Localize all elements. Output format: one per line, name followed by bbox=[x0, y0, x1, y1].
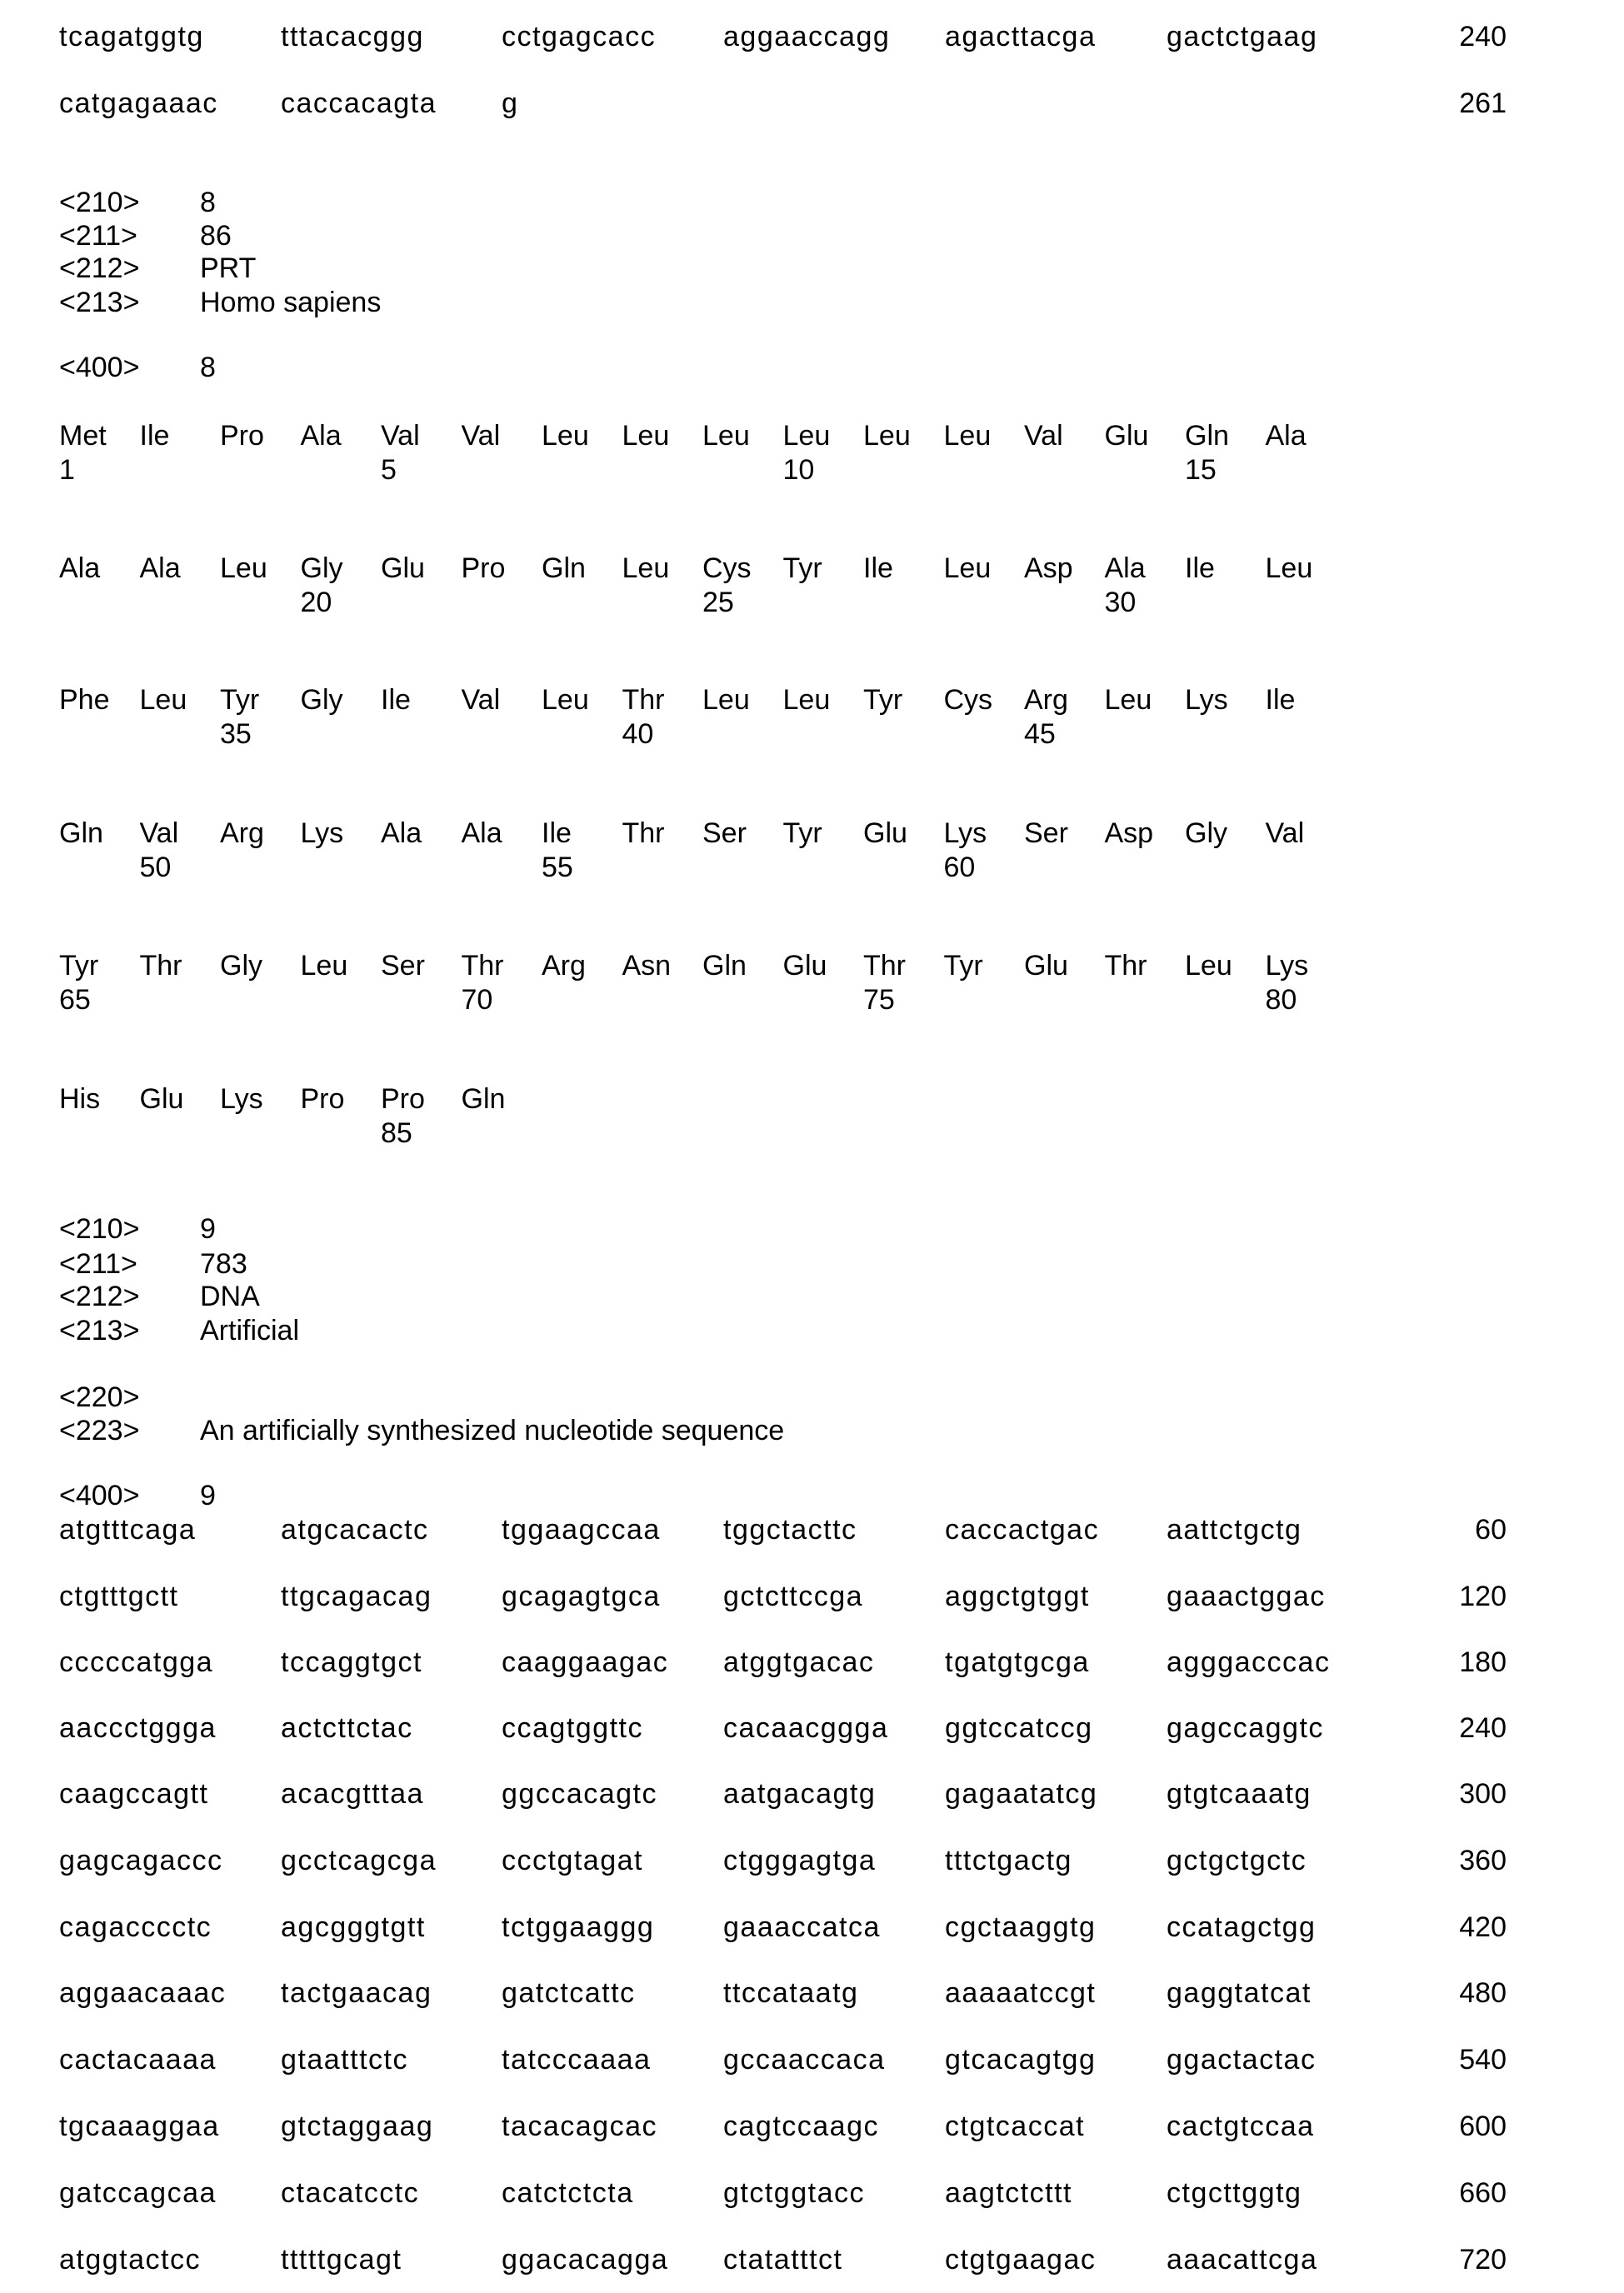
seq9-header-value: Artificial bbox=[200, 1315, 300, 1346]
dna-row-group: ctacatcctc bbox=[281, 2177, 420, 2209]
dna-row-group: aaccctggga bbox=[59, 1712, 217, 1744]
amino-acid: Ser bbox=[381, 950, 425, 982]
dna-row-group: gccaaccaca bbox=[723, 2044, 886, 2076]
amino-acid: Ser bbox=[702, 817, 747, 849]
amino-acid: Tyr bbox=[59, 950, 99, 982]
dna-row-group: cccccatgga bbox=[59, 1646, 214, 1678]
residue-number: 55 bbox=[542, 852, 573, 883]
dna-row-position: 240 bbox=[1459, 21, 1507, 52]
dna-row-group: gaaaccatca bbox=[723, 1911, 881, 1943]
amino-acid: Gln bbox=[59, 817, 103, 849]
amino-acid: Asp bbox=[1104, 817, 1154, 849]
amino-acid: Gly bbox=[300, 684, 343, 716]
dna-row-group: ctgtttgctt bbox=[59, 1581, 179, 1612]
amino-acid: Leu bbox=[300, 950, 348, 982]
dna-row-group: ccctgtagat bbox=[502, 1845, 643, 1876]
seq9-header-tag: <211> bbox=[59, 1248, 137, 1280]
amino-acid: Glu bbox=[1104, 420, 1149, 452]
amino-acid: Ala bbox=[139, 552, 181, 584]
seq9-header-value: 9 bbox=[200, 1213, 216, 1245]
amino-acid: Tyr bbox=[863, 684, 903, 716]
dna-row-group: caccacagta bbox=[281, 87, 437, 119]
dna-row-group: ggacacagga bbox=[502, 2244, 669, 2276]
dna-row-group: tactgaacag bbox=[281, 1977, 432, 2009]
dna-row-position: 261 bbox=[1459, 87, 1507, 119]
amino-acid: Met bbox=[59, 420, 107, 452]
amino-acid: Glu bbox=[863, 817, 907, 849]
residue-number: 50 bbox=[139, 852, 172, 883]
amino-acid: Val bbox=[381, 420, 420, 452]
dna-row-group: gcctcagcga bbox=[281, 1845, 437, 1876]
seq9-header-value: 783 bbox=[200, 1248, 247, 1280]
amino-acid: Ile bbox=[139, 420, 170, 452]
dna-row-group: g bbox=[502, 87, 519, 119]
dna-row-group: tggctacttc bbox=[723, 1514, 857, 1546]
dna-row-group: catctctcta bbox=[502, 2177, 634, 2209]
dna-row-group: caccactgac bbox=[945, 1514, 1100, 1546]
seq8-header-value: 86 bbox=[200, 220, 232, 252]
amino-acid: Leu bbox=[943, 420, 992, 452]
dna-row-group: atgcacactc bbox=[281, 1514, 429, 1546]
amino-acid: Glu bbox=[139, 1083, 184, 1115]
amino-acid: Val bbox=[1024, 420, 1063, 452]
amino-acid: Lys bbox=[220, 1083, 263, 1115]
dna-row-group: gcagagtgca bbox=[502, 1581, 661, 1612]
dna-row-group: gtctaggaag bbox=[281, 2111, 434, 2142]
dna-row-group: atgtttcaga bbox=[59, 1514, 197, 1546]
dna-row-group: tttacacggg bbox=[281, 21, 424, 52]
dna-row-group: tccaggtgct bbox=[281, 1646, 422, 1678]
residue-number: 80 bbox=[1265, 984, 1297, 1016]
amino-acid: Leu bbox=[542, 420, 589, 452]
seq9-header-tag: <212> bbox=[59, 1281, 140, 1312]
dna-row-group: atggtgacac bbox=[723, 1646, 875, 1678]
amino-acid: Ile bbox=[1265, 684, 1296, 716]
seq8-sequence-tag-tag: <400> bbox=[59, 352, 140, 383]
dna-row-group: ttgcagacag bbox=[281, 1581, 432, 1612]
dna-row-group: ccatagctgg bbox=[1167, 1911, 1317, 1943]
dna-row-group: gatctcattc bbox=[502, 1977, 636, 2009]
amino-acid: Ile bbox=[1185, 552, 1215, 584]
amino-acid: Leu bbox=[782, 684, 831, 716]
amino-acid: Gly bbox=[1185, 817, 1227, 849]
amino-acid: Thr bbox=[461, 950, 504, 982]
amino-acid: Asn bbox=[622, 950, 672, 982]
dna-row-group: ggccacagtc bbox=[502, 1778, 657, 1810]
dna-row-group: cagtccaagc bbox=[723, 2111, 879, 2142]
amino-acid: Lys bbox=[1265, 950, 1309, 982]
dna-row-position: 660 bbox=[1459, 2177, 1507, 2209]
amino-acid: Ile bbox=[381, 684, 411, 716]
dna-row-group: agacttacga bbox=[945, 21, 1097, 52]
amino-acid: Leu bbox=[139, 684, 187, 716]
amino-acid: Leu bbox=[542, 684, 589, 716]
amino-acid: Glu bbox=[381, 552, 425, 584]
amino-acid: Leu bbox=[1104, 684, 1152, 716]
dna-row-position: 420 bbox=[1459, 1911, 1507, 1943]
dna-row-group: tgatgtgcga bbox=[945, 1646, 1090, 1678]
dna-row-group: gactctgaag bbox=[1167, 21, 1318, 52]
dna-row-group: catgagaaac bbox=[59, 87, 218, 119]
dna-row-group: caagccagtt bbox=[59, 1778, 209, 1810]
seq9-sequence-tag-tag: <400> bbox=[59, 1480, 140, 1511]
amino-acid: Val bbox=[461, 420, 501, 452]
dna-row-group: gctcttccga bbox=[723, 1581, 864, 1612]
amino-acid: His bbox=[59, 1083, 101, 1115]
dna-row-group: cactgtccaa bbox=[1167, 2111, 1315, 2142]
amino-acid: Glu bbox=[1024, 950, 1068, 982]
amino-acid: Lys bbox=[943, 817, 987, 849]
amino-acid: Leu bbox=[702, 684, 750, 716]
amino-acid: Leu bbox=[782, 420, 831, 452]
dna-row-group: ctgtcaccat bbox=[945, 2111, 1086, 2142]
amino-acid: Asp bbox=[1024, 552, 1073, 584]
dna-row-group: ctgggagtga bbox=[723, 1845, 877, 1876]
amino-acid: Gln bbox=[1185, 420, 1229, 452]
residue-number: 20 bbox=[300, 587, 332, 618]
amino-acid: Ala bbox=[1104, 552, 1146, 584]
amino-acid: Thr bbox=[139, 950, 182, 982]
dna-row-group: tacacagcac bbox=[502, 2111, 657, 2142]
amino-acid: Ala bbox=[461, 817, 502, 849]
seq9-sequence-tag-value: 9 bbox=[200, 1480, 216, 1511]
seq8-sequence-tag-value: 8 bbox=[200, 352, 216, 383]
dna-row-group: cgctaaggtg bbox=[945, 1911, 1097, 1943]
seq8-header-tag: <210> bbox=[59, 187, 140, 218]
dna-row-group: aaacattcga bbox=[1167, 2244, 1318, 2276]
amino-acid: Ile bbox=[542, 817, 572, 849]
dna-row-group: tttttgcagt bbox=[281, 2244, 402, 2276]
dna-row-position: 120 bbox=[1459, 1581, 1507, 1612]
amino-acid: Leu bbox=[702, 420, 750, 452]
dna-row-group: tgcaaaggaa bbox=[59, 2111, 220, 2142]
dna-row-group: atggtactcc bbox=[59, 2244, 201, 2276]
dna-row-group: cacaacggga bbox=[723, 1712, 889, 1744]
amino-acid: Gly bbox=[220, 950, 262, 982]
dna-row-group: aatgacagtg bbox=[723, 1778, 877, 1810]
seq9-feature-value: An artificially synthesized nucleotide sequence bbox=[200, 1415, 785, 1446]
amino-acid: Tyr bbox=[943, 950, 983, 982]
seq8-header-tag: <212> bbox=[59, 252, 140, 284]
amino-acid: Ile bbox=[863, 552, 893, 584]
amino-acid: Pro bbox=[381, 1083, 425, 1115]
dna-row-position: 720 bbox=[1459, 2244, 1507, 2276]
dna-row-group: actcttctac bbox=[281, 1712, 413, 1744]
dna-row-position: 540 bbox=[1459, 2044, 1507, 2076]
dna-row-group: ccagtggttc bbox=[502, 1712, 643, 1744]
amino-acid: Cys bbox=[943, 684, 993, 716]
amino-acid: Tyr bbox=[782, 552, 822, 584]
residue-number: 40 bbox=[622, 718, 654, 750]
amino-acid: Cys bbox=[702, 552, 752, 584]
dna-row-group: cagacccctc bbox=[59, 1911, 212, 1943]
dna-row-group: aggaacaaac bbox=[59, 1977, 227, 2009]
residue-number: 35 bbox=[220, 718, 252, 750]
amino-acid: Arg bbox=[1024, 684, 1068, 716]
dna-row-group: gtaatttctc bbox=[281, 2044, 408, 2076]
dna-row-group: gtcacagtgg bbox=[945, 2044, 1097, 2076]
amino-acid: Phe bbox=[59, 684, 110, 716]
amino-acid: Thr bbox=[622, 684, 665, 716]
dna-row-group: agggacccac bbox=[1167, 1646, 1331, 1678]
dna-row-group: gagccaggtc bbox=[1167, 1712, 1324, 1744]
dna-row-group: ttccataatg bbox=[723, 1977, 859, 2009]
amino-acid: Ala bbox=[300, 420, 342, 452]
dna-row-position: 600 bbox=[1459, 2111, 1507, 2142]
dna-row-group: cctgagcacc bbox=[502, 21, 657, 52]
amino-acid: Ala bbox=[1265, 420, 1307, 452]
seq9-header-tag: <213> bbox=[59, 1315, 140, 1346]
seq9-feature-tag: <220> bbox=[59, 1381, 140, 1413]
dna-row-group: aattctgctg bbox=[1167, 1514, 1302, 1546]
amino-acid: Gln bbox=[542, 552, 586, 584]
amino-acid: Pro bbox=[220, 420, 264, 452]
dna-row-group: gctgctgctc bbox=[1167, 1845, 1307, 1876]
dna-row-position: 60 bbox=[1475, 1514, 1507, 1546]
residue-number: 65 bbox=[59, 984, 91, 1016]
residue-number: 5 bbox=[381, 454, 397, 486]
amino-acid: Leu bbox=[622, 552, 670, 584]
amino-acid: Pro bbox=[461, 552, 506, 584]
seq8-header-value: Homo sapiens bbox=[200, 287, 382, 318]
amino-acid: Ala bbox=[59, 552, 101, 584]
dna-row-group: agcgggtgtt bbox=[281, 1911, 426, 1943]
dna-row-group: gtgtcaaatg bbox=[1167, 1778, 1312, 1810]
residue-number: 25 bbox=[702, 587, 734, 618]
amino-acid: Arg bbox=[542, 950, 586, 982]
dna-row-group: aagtctcttt bbox=[945, 2177, 1072, 2209]
residue-number: 1 bbox=[59, 454, 75, 486]
dna-row-position: 300 bbox=[1459, 1778, 1507, 1810]
amino-acid: Val bbox=[461, 684, 501, 716]
dna-row-group: gatccagcaa bbox=[59, 2177, 217, 2209]
dna-row-group: caaggaagac bbox=[502, 1646, 669, 1678]
dna-row-group: tatcccaaaa bbox=[502, 2044, 652, 2076]
dna-row-group: ctatatttct bbox=[723, 2244, 843, 2276]
amino-acid: Thr bbox=[1104, 950, 1147, 982]
amino-acid: Val bbox=[1265, 817, 1305, 849]
dna-row-group: gagaatatcg bbox=[945, 1778, 1098, 1810]
dna-row-position: 360 bbox=[1459, 1845, 1507, 1876]
dna-row-group: aaaaatccgt bbox=[945, 1977, 1097, 2009]
dna-row-position: 480 bbox=[1459, 1977, 1507, 2009]
residue-number: 60 bbox=[943, 852, 976, 883]
amino-acid: Leu bbox=[1185, 950, 1232, 982]
residue-number: 75 bbox=[863, 984, 895, 1016]
dna-row-position: 180 bbox=[1459, 1646, 1507, 1678]
dna-row-group: ggtccatccg bbox=[945, 1712, 1093, 1744]
seq9-header-tag: <210> bbox=[59, 1213, 140, 1245]
residue-number: 70 bbox=[461, 984, 493, 1016]
amino-acid: Leu bbox=[1265, 552, 1313, 584]
amino-acid: Leu bbox=[622, 420, 670, 452]
dna-row-group: tggaagccaa bbox=[502, 1514, 661, 1546]
dna-row-group: aggctgtggt bbox=[945, 1581, 1090, 1612]
dna-row-group: aggaaccagg bbox=[723, 21, 891, 52]
amino-acid: Lys bbox=[300, 817, 344, 849]
seq8-header-value: 8 bbox=[200, 187, 216, 218]
amino-acid: Gly bbox=[300, 552, 343, 584]
residue-number: 85 bbox=[381, 1117, 412, 1149]
amino-acid: Thr bbox=[622, 817, 665, 849]
residue-number: 45 bbox=[1024, 718, 1056, 750]
amino-acid: Ser bbox=[1024, 817, 1068, 849]
amino-acid: Ala bbox=[381, 817, 422, 849]
dna-row-position: 240 bbox=[1459, 1712, 1507, 1744]
amino-acid: Tyr bbox=[782, 817, 822, 849]
amino-acid: Lys bbox=[1185, 684, 1228, 716]
amino-acid: Val bbox=[139, 817, 179, 849]
dna-row-group: acacgtttaa bbox=[281, 1778, 424, 1810]
residue-number: 30 bbox=[1104, 587, 1137, 618]
dna-row-group: tcagatggtg bbox=[59, 21, 204, 52]
dna-row-group: gagcagaccc bbox=[59, 1845, 223, 1876]
dna-row-group: ggactactac bbox=[1167, 2044, 1317, 2076]
residue-number: 10 bbox=[782, 454, 815, 486]
residue-number: 15 bbox=[1185, 454, 1217, 486]
amino-acid: Tyr bbox=[220, 684, 260, 716]
seq9-header-value: DNA bbox=[200, 1281, 260, 1312]
dna-row-group: gaaactggac bbox=[1167, 1581, 1326, 1612]
seq9-feature-tag: <223> bbox=[59, 1415, 140, 1446]
amino-acid: Leu bbox=[943, 552, 992, 584]
dna-row-group: gaggtatcat bbox=[1167, 1977, 1312, 2009]
dna-row-group: ctgtgaagac bbox=[945, 2244, 1097, 2276]
amino-acid: Pro bbox=[300, 1083, 345, 1115]
amino-acid: Leu bbox=[863, 420, 911, 452]
amino-acid: Gln bbox=[702, 950, 747, 982]
dna-row-group: cactacaaaa bbox=[59, 2044, 217, 2076]
dna-row-group: gtctggtacc bbox=[723, 2177, 865, 2209]
dna-row-group: ctgcttggtg bbox=[1167, 2177, 1302, 2209]
amino-acid: Gln bbox=[461, 1083, 506, 1115]
amino-acid: Glu bbox=[782, 950, 827, 982]
dna-row-group: tctggaaggg bbox=[502, 1911, 655, 1943]
amino-acid: Leu bbox=[220, 552, 267, 584]
dna-row-group: tttctgactg bbox=[945, 1845, 1072, 1876]
seq8-header-tag: <213> bbox=[59, 287, 140, 318]
seq8-header-value: PRT bbox=[200, 252, 257, 284]
amino-acid: Thr bbox=[863, 950, 906, 982]
amino-acid: Arg bbox=[220, 817, 264, 849]
seq8-header-tag: <211> bbox=[59, 220, 137, 252]
